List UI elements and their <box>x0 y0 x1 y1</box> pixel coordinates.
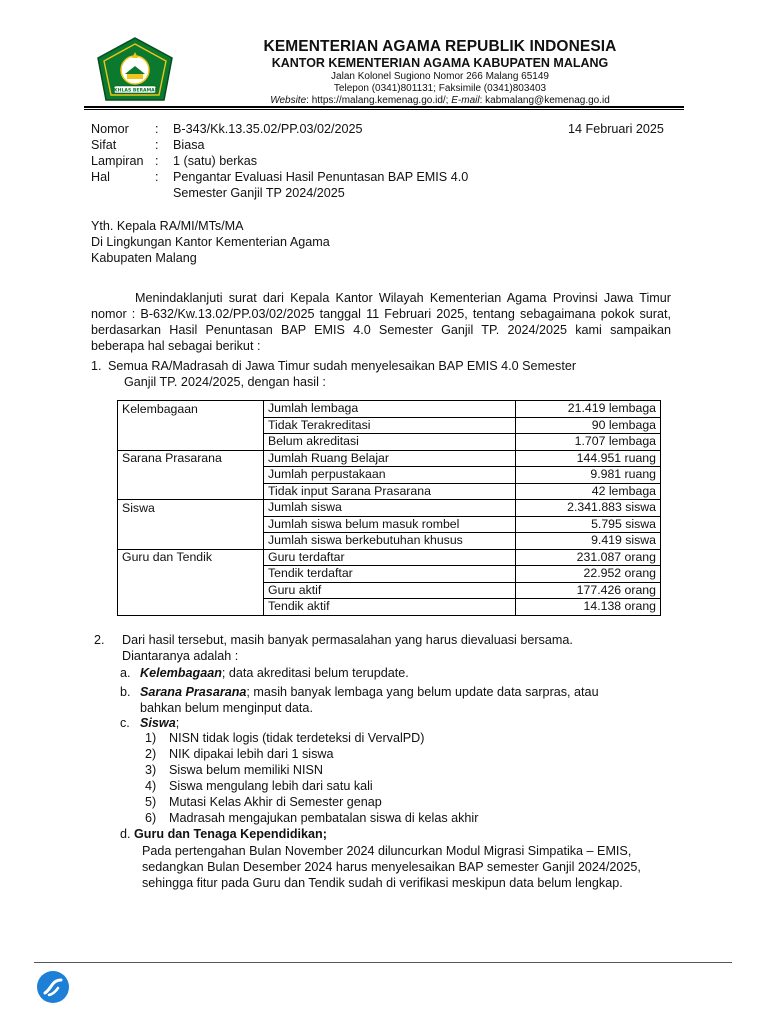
sub-term: Sarana Prasarana <box>140 685 247 699</box>
table-item: Jumlah siswa berkebutuhan khusus <box>264 533 516 550</box>
meta-key <box>91 185 155 201</box>
list-item: NISN tidak logis (tidak terdeteksi di VervalPD) <box>169 731 425 745</box>
scribd-logo-icon[interactable] <box>36 970 70 1004</box>
list-number: 6) <box>145 811 157 825</box>
sub-term: Guru dan Tenaga Kependidikan; <box>134 827 327 841</box>
point-line: Diantaranya adalah : <box>122 649 239 663</box>
recipient-line: Yth. Kepala RA/MI/MTs/MA <box>91 219 244 233</box>
email-link[interactable]: : kabmalang@kemenag.go.id <box>479 95 610 106</box>
sub-point-d-paragraph <box>142 843 702 891</box>
table-value: 9.419 siswa <box>516 533 661 550</box>
meta-row <box>91 153 691 169</box>
table-item: Jumlah lembaga <box>264 401 516 418</box>
table-category <box>118 582 264 599</box>
meta-key: Hal <box>91 170 110 184</box>
intro-paragraph <box>91 290 671 354</box>
logo-motto: IKHLAS BERAMAL <box>112 88 158 94</box>
table-row <box>118 483 661 500</box>
table-row <box>118 450 661 467</box>
table-category <box>118 467 264 484</box>
table-value: 9.981 ruang <box>516 467 661 484</box>
table-category: Kelembagaan <box>118 401 264 418</box>
table-row <box>118 434 661 451</box>
table-value: 42 lembaga <box>516 483 661 500</box>
point-text <box>122 632 662 664</box>
meta-row <box>91 137 691 153</box>
letterhead-rule-thick <box>84 106 684 108</box>
list-number: 4) <box>145 779 157 793</box>
table-row <box>118 533 661 550</box>
office-address: Jalan Kolonel Sugiono Nomor 266 Malang 65149 <box>331 71 549 82</box>
list-number: 1) <box>145 731 157 745</box>
website-link[interactable]: : https://malang.kemenag.go.id/; <box>306 95 452 106</box>
office-phone: Telepon (0341)801131; Faksimile (0341)803403 <box>333 83 547 94</box>
sub-label: d. <box>120 827 131 841</box>
meta-value: Biasa <box>173 138 205 152</box>
table-row <box>118 401 661 418</box>
sub-text <box>140 684 680 716</box>
meta-colon: : <box>155 138 159 152</box>
website-label: Website <box>270 95 307 106</box>
table-item: Tidak input Sarana Prasarana <box>264 483 516 500</box>
meta-value: B-343/Kk.13.35.02/PP.03/02/2025 <box>173 122 363 136</box>
table-value: 144.951 ruang <box>516 450 661 467</box>
meta-colon: : <box>155 154 159 168</box>
meta-value: Pengantar Evaluasi Hasil Penuntasan BAP EMIS 4.0 <box>173 170 469 184</box>
meta-value: 1 (satu) berkas <box>173 154 257 168</box>
list-item: Mutasi Kelas Akhir di Semester genap <box>169 795 382 809</box>
footer-rule <box>34 962 732 963</box>
list-item: Siswa belum memiliki NISN <box>169 763 323 777</box>
table-value: 90 lembaga <box>516 417 661 434</box>
sub-point-d <box>120 826 327 842</box>
table-item: Belum akreditasi <box>264 434 516 451</box>
table-row <box>118 566 661 583</box>
sub-label: c. <box>120 716 130 730</box>
table-row <box>118 516 661 533</box>
sub-label: a. <box>120 666 131 680</box>
table-category: Siswa <box>118 500 264 517</box>
table-value: 22.952 orang <box>516 566 661 583</box>
table-category <box>118 483 264 500</box>
office-title: KANTOR KEMENTERIAN AGAMA KABUPATEN MALANG <box>271 56 609 70</box>
table-value: 21.419 lembaga <box>516 401 661 418</box>
meta-value: Semester Ganjil TP 2024/2025 <box>173 186 345 200</box>
table-category: Guru dan Tendik <box>118 549 264 566</box>
meta-colon: : <box>155 170 159 184</box>
table-value: 231.087 orang <box>516 549 661 566</box>
sub-text <box>140 715 680 731</box>
table-item: Guru terdaftar <box>264 549 516 566</box>
table-item: Tendik aktif <box>264 599 516 616</box>
meta-colon <box>155 185 173 201</box>
table-row <box>118 500 661 517</box>
table-row <box>118 467 661 484</box>
table-item: Tidak Terakreditasi <box>264 417 516 434</box>
table-item: Jumlah siswa <box>264 500 516 517</box>
table-category <box>118 533 264 550</box>
sub-desc: ; <box>175 716 180 730</box>
list-item: NIK dipakai lebih dari 1 siswa <box>169 747 334 761</box>
table-category: Sarana Prasarana <box>118 450 264 467</box>
sub-text <box>140 665 680 681</box>
meta-row <box>91 169 691 185</box>
table-item: Jumlah siswa belum masuk rombel <box>264 516 516 533</box>
table-value: 1.707 lembaga <box>516 434 661 451</box>
meta-colon: : <box>155 122 159 136</box>
meta-row <box>91 185 691 201</box>
ministry-title: KEMENTERIAN AGAMA REPUBLIK INDONESIA <box>263 38 617 55</box>
point-text: Ganjil TP. 2024/2025, dengan hasil : <box>124 375 326 389</box>
table-value: 14.138 orang <box>516 599 661 616</box>
point-line: Dari hasil tersebut, masih banyak permasalahan yang harus dievaluasi bersama. <box>122 633 573 647</box>
paragraph-line: Pada pertengahan Bulan November 2024 diluncurkan Modul Migrasi Simpatika – EMIS, <box>142 844 632 858</box>
list-number: 2) <box>145 747 157 761</box>
table-value: 177.426 orang <box>516 582 661 599</box>
table-item: Tendik terdaftar <box>264 566 516 583</box>
kemenag-logo-icon <box>92 36 178 106</box>
email-label: E-mail <box>451 95 480 106</box>
list-item: Siswa mengulang lebih dari satu kali <box>169 779 373 793</box>
recipient <box>91 218 330 266</box>
meta-key: Lampiran <box>91 154 144 168</box>
table-category <box>118 566 264 583</box>
list-item: Madrasah mengajukan pembatalan siswa di kelas akhir <box>169 811 479 825</box>
sub-desc: ; masih banyak lembaga yang belum update data sarpras, atau <box>246 685 599 699</box>
table-category <box>118 434 264 451</box>
table-row <box>118 549 661 566</box>
paragraph-line: sedangkan Bulan Desember 2024 harus menyelesaikan BAP semester Ganjil 2024/2025, <box>142 860 641 874</box>
point-number: 2. <box>94 633 105 647</box>
list-number: 3) <box>145 763 157 777</box>
table-value: 2.341.883 siswa <box>516 500 661 517</box>
meta-key: Nomor <box>91 122 129 136</box>
meta-key: Sifat <box>91 138 117 152</box>
table-item: Jumlah Ruang Belajar <box>264 450 516 467</box>
table-value: 5.795 siswa <box>516 516 661 533</box>
table-item: Jumlah perpustakaan <box>264 467 516 484</box>
table-category <box>118 516 264 533</box>
table-category <box>118 599 264 616</box>
intro-text: Menindaklanjuti surat dari Kepala Kantor Wilayah Kementerian Agama Provinsi Jawa Timur nomor : B-632/Kw.13.02/PP.03/02/2025 tanggal 11 Februari 2025, tentang sebagaimana pokok surat, berdasarkan Hasil Penuntasan BAP EMIS 4.0 Semester Ganjil TP. 2024/2025 kami sampaikan beberapa hal sebagai berikut : <box>91 291 671 353</box>
recipient-line: Kabupaten Malang <box>91 251 197 265</box>
sub-term: Kelembagaan <box>140 666 222 680</box>
table-item: Guru aktif <box>264 582 516 599</box>
point-number: 1. <box>91 359 102 373</box>
table-row <box>118 417 661 434</box>
letterhead <box>200 38 680 107</box>
table-row <box>118 582 661 599</box>
sub-desc: bahkan belum menginput data. <box>140 701 313 715</box>
letterhead-rule-thin <box>84 109 684 110</box>
sub-term: Siswa <box>140 716 176 730</box>
recipient-line: Di Lingkungan Kantor Kementerian Agama <box>91 235 330 249</box>
table-row <box>118 599 661 616</box>
paragraph-line: sehingga fitur pada Guru dan Tendik sudah di verifikasi meskipun data belum lengkap. <box>142 876 623 890</box>
table-category <box>118 417 264 434</box>
sub-label: b. <box>120 685 131 699</box>
bap-results-table <box>117 400 661 616</box>
sub-desc: ; data akreditasi belum terupdate. <box>221 666 409 680</box>
list-number: 5) <box>145 795 157 809</box>
point-text: Semua RA/Madrasah di Jawa Timur sudah menyelesaikan BAP EMIS 4.0 Semester <box>108 359 577 373</box>
letter-date: 14 Februari 2025 <box>568 122 664 136</box>
